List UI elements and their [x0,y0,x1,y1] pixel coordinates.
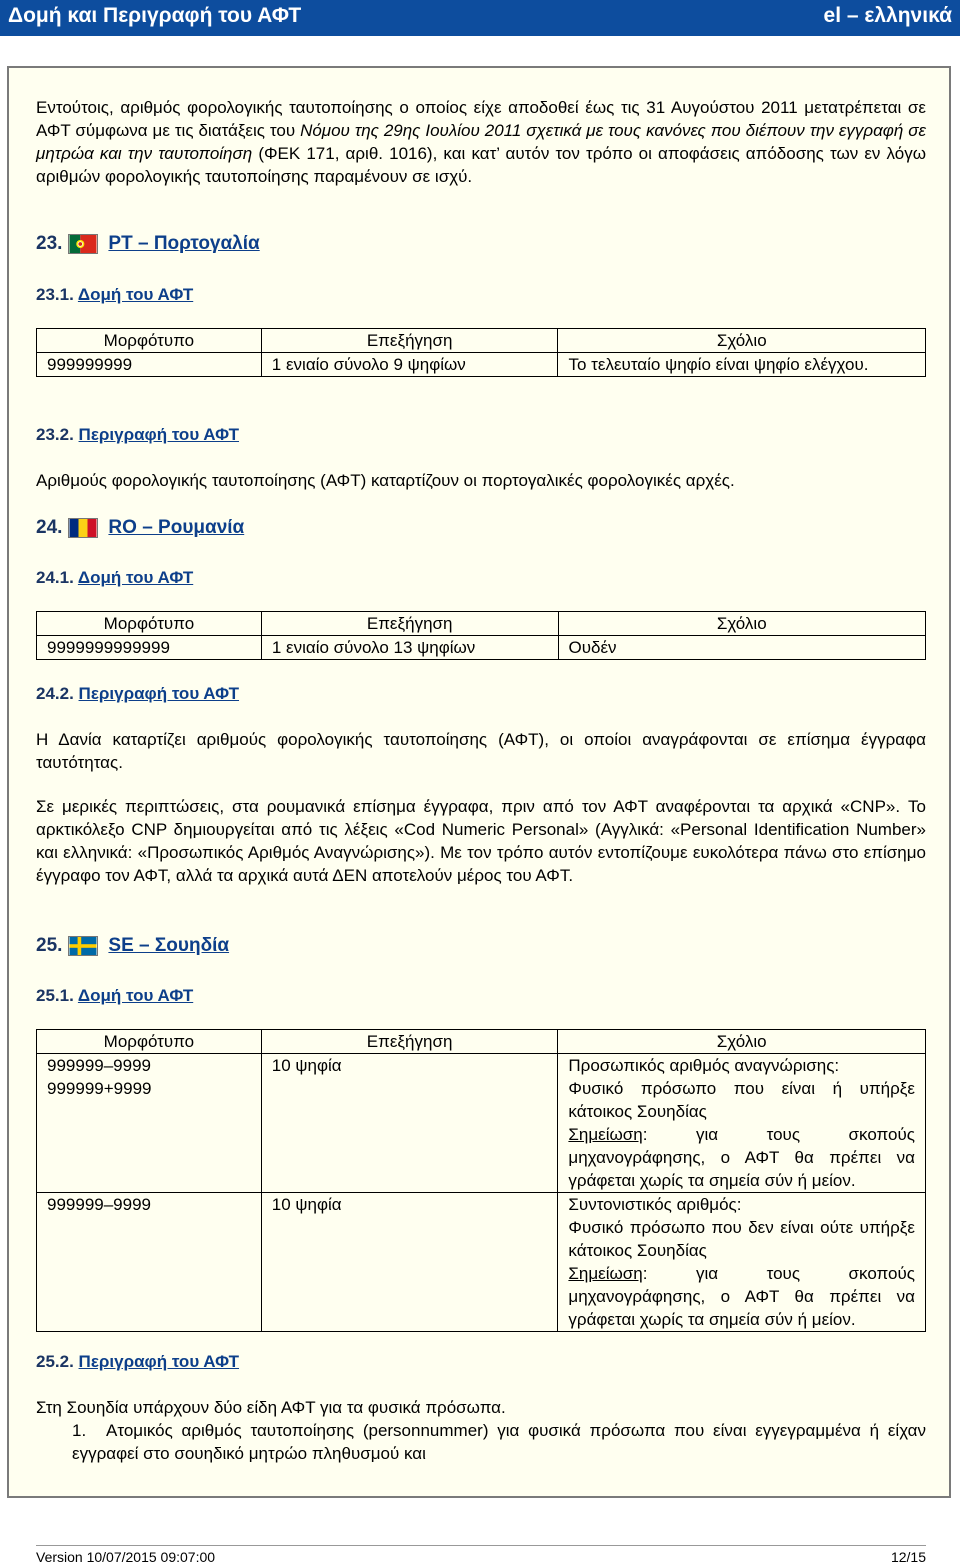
comment-note [568,1123,915,1192]
subsection-heading-25-1 [36,984,193,1007]
intro-text: Εντούτοις, αριθμός φορολογικής ταυτοποίησης ο οποίος είχε αποδοθεί έως τις 31 Αυγούστου 2011 μετατρέπεται σε ΑΦΤ σύμφωνα με τις διατάξεις του [36,98,926,140]
list-number: 1. [72,1421,87,1440]
list-text: Ατομικός αριθμός ταυτοποίησης (personnummer) για φυσικά πρόσωπα που είναι εγγεγραμμένα ή είχαν εγγραφεί στο σουηδικό μητρώο πληθυσμού και [72,1421,926,1463]
subsection-heading-23-1 [36,283,193,306]
subsection-number: 24.1. [36,568,74,587]
format-value: 999999–9999 [47,1056,152,1075]
explanation-cell: 10 ψηφία [261,1054,558,1193]
subsection-number: 25.1. [36,986,74,1005]
section-number: 23. [36,233,63,254]
column-header: Επεξήγηση [261,612,558,636]
country-name-link[interactable]: SE – Σουηδία [108,935,230,956]
country-name-link[interactable]: RO – Ρουμανία [108,517,245,538]
column-header: Σχόλιο [558,1030,926,1054]
comment-title: Συντονιστικός αριθμός: [568,1195,742,1214]
subsection-heading-24-1 [36,566,193,589]
romania-flag-icon [68,518,98,538]
comment-note [568,1262,915,1331]
comment-cell [558,1054,926,1193]
comment-cell [558,1193,926,1332]
comment-text: Φυσικό πρόσωπο που δεν είναι ούτε υπήρξε κάτοικος Σουηδίας [568,1218,915,1260]
table-row [37,636,926,660]
table-row [37,1193,926,1332]
format-cell: 999999999 [37,353,262,377]
se-description: Στη Σουηδία υπάρχουν δύο είδη ΑΦΤ για τα φυσικά πρόσωπα. [36,1398,506,1417]
comment-text: Φυσικό πρόσωπο που είναι ή υπήρξε κάτοικος Σουηδίας [568,1079,915,1121]
subsection-title-link[interactable]: Περιγραφή του ΑΦΤ [78,425,240,444]
country-name-link[interactable]: PT – Πορτογαλία [108,233,260,254]
version-label: Version 10/07/2015 09:07:00 [36,1549,216,1565]
subsection-number: 25.2. [36,1352,74,1371]
subsection-heading-23-2 [36,423,239,446]
column-header: Σχόλιο [558,329,926,353]
column-header: Σχόλιο [558,612,926,636]
country-heading-se [36,934,229,958]
subsection-number: 23.1. [36,285,74,304]
note-label: Σημείωση [568,1264,643,1283]
page-number: 12/15 [890,1549,926,1565]
ro-description-1: Η Δανία καταρτίζει αριθμούς φορολογικής ταυτοποίησης (ΑΦΤ), οι οποίοι αναγράφονται σε επίσημα έγγραφα ταυτότητας. [36,730,926,772]
note-text: : για τους σκοπούς μηχανογράφησης, ο ΑΦΤ θα πρέπει να γράφεται χωρίς τα σημεία σύν ή μείον. [568,1125,915,1190]
portugal-flag-icon [68,234,98,254]
explanation-cell: 1 ενιαίο σύνολο 13 ψηφίων [261,636,558,660]
ro-description-2: Σε μερικές περιπτώσεις, στα ρουμανικά επίσημα έγγραφα, πριν από τον ΑΦΤ αναφέρονται τα αρχικά «CNP». Το αρκτικόλεξο CNP δημιουργείται από τις λέξεις «Cod Numeric Personal» (Αγγλικά: «Personal Identification Number» και ελληνικά: «Προσωπικός Αριθμός Αναγνώρισης»). Με τον τρόπο αυτόν εντοπίζουμε ευκολότερα πάνω στο επίσημο έγγραφο τον ΑΦΤ, αλλά τα αρχικά αυτά ΔΕΝ αποτελούν μέρος του ΑΦΤ. [36,797,926,885]
country-heading-ro [36,516,244,540]
explanation-cell: 1 ενιαίο σύνολο 9 ψηφίων [261,353,558,377]
country-heading-pt [36,232,260,256]
language-label: el – ελληνικά [823,4,952,27]
pt-description: Αριθμούς φορολογικής ταυτοποίησης (ΑΦΤ) καταρτίζουν οι πορτογαλικές φορολογικές αρχές. [36,471,735,490]
comment-title: Προσωπικός αριθμός αναγνώρισης: [568,1056,840,1075]
column-header: Μορφότυπο [37,329,262,353]
se-list-item-1 [72,1419,926,1465]
section-number: 24. [36,517,63,538]
intro-law-title: Νόμου της 29ης Ιουλίου 2011 σχετικά με τους κανόνες που διέπουν την εγγραφή σε μητρώα και την ταυτοποίηση [36,121,926,163]
comment-cell: Το τελευταίο ψηφίο είναι ψηφίο ελέγχου. [558,353,926,377]
column-header: Επεξήγηση [261,1030,558,1054]
format-cell: 9999999999999 [37,636,262,660]
table-row [37,1054,926,1193]
tin-structure-table-ro [36,611,926,660]
format-cell: 999999–9999 [37,1193,262,1332]
note-label: Σημείωση [568,1125,643,1144]
subsection-title-link[interactable]: Περιγραφή του ΑΦΤ [78,684,240,703]
note-text: : για τους σκοπούς μηχανογράφησης, ο ΑΦΤ θα πρέπει να γράφεται χωρίς τα σημεία σύν ή μείον. [568,1264,915,1329]
intro-text-end: (ΦΕΚ 171, αριθ. 1016), και κατ’ αυτόν τον τρόπο οι αποφάσεις απόδοσης των εν λόγω αριθμών φορολογικής ταυτοποίησης παραμένουν σε ισχύ. [36,144,926,186]
tin-structure-table-se [36,1029,926,1332]
column-header: Μορφότυπο [37,612,262,636]
tin-structure-table-pt [36,328,926,377]
section-number: 25. [36,935,63,956]
subsection-title-link[interactable]: Περιγραφή του ΑΦΤ [78,1352,240,1371]
subsection-number: 24.2. [36,684,74,703]
subsection-heading-24-2 [36,682,239,705]
format-cell [37,1054,262,1193]
subsection-number: 23.2. [36,425,74,444]
footer-divider [36,1545,926,1546]
explanation-cell: 10 ψηφία [261,1193,558,1332]
comment-cell: Ουδέν [558,636,926,660]
subsection-heading-25-2 [36,1350,239,1373]
document-title: Δομή και Περιγραφή του ΑΦΤ [8,4,302,27]
column-header: Μορφότυπο [37,1030,262,1054]
page-header [0,0,960,36]
subsection-title-link[interactable]: Δομή του ΑΦΤ [77,285,194,304]
table-row [37,353,926,377]
column-header: Επεξήγηση [261,329,558,353]
subsection-title-link[interactable]: Δομή του ΑΦΤ [77,986,194,1005]
sweden-flag-icon [68,936,98,956]
intro-paragraph [36,96,926,188]
format-value: 999999+9999 [47,1079,152,1098]
subsection-title-link[interactable]: Δομή του ΑΦΤ [77,568,194,587]
